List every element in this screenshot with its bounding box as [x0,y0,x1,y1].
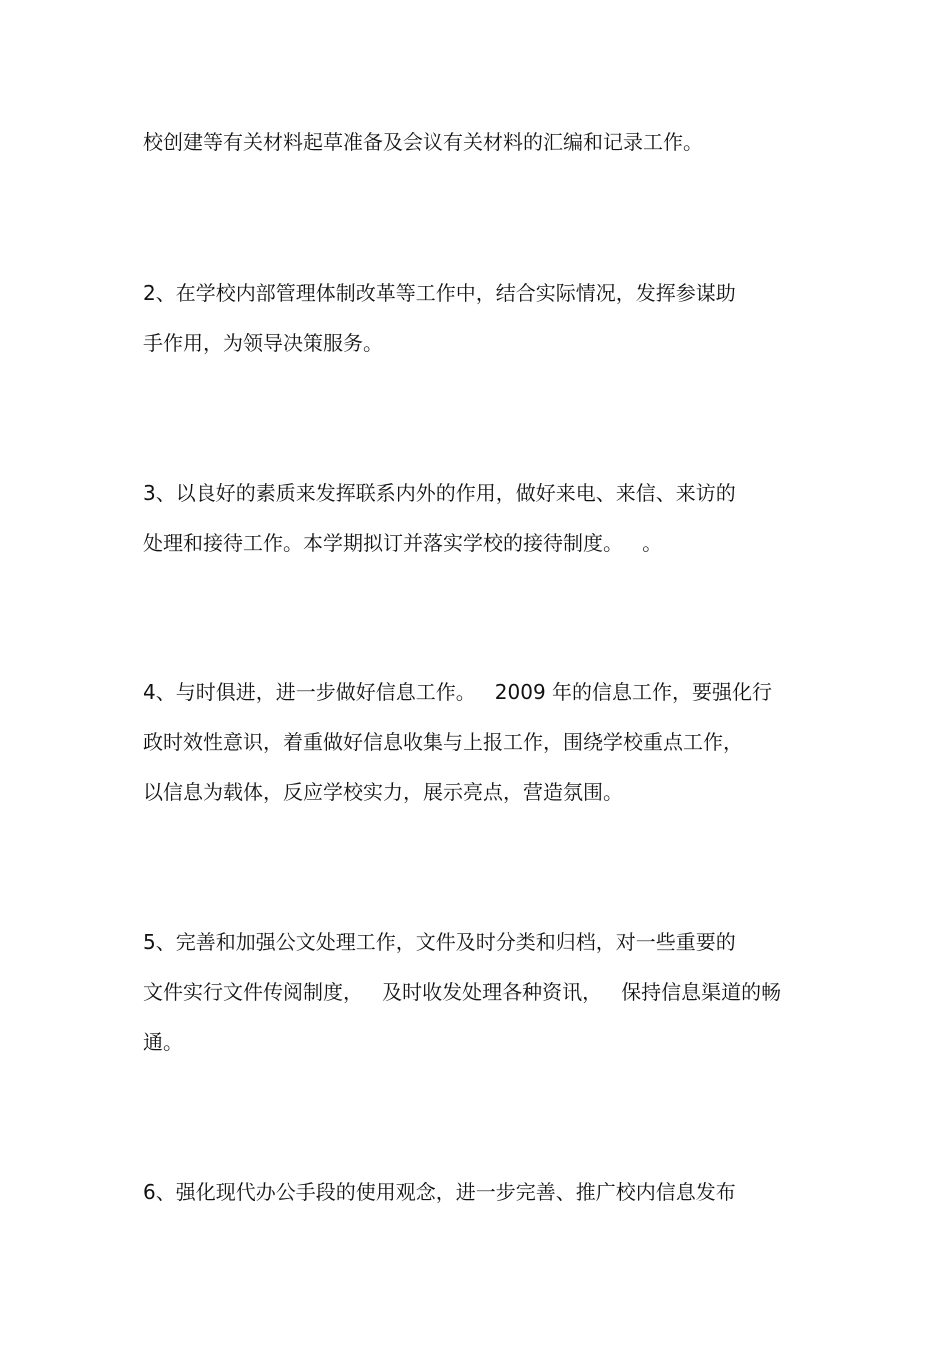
paragraph-6-line-1: 6、强化现代办公手段的使用观念，进一步完善、推广校内信息发布 [143,1180,736,1204]
paragraph-3-line-2: 处理和接待工作。本学期拟订并落实学校的接待制度。 。 [143,531,663,555]
paragraph-4-line-3: 以信息为载体，反应学校实力，展示亮点，营造氛围。 [143,780,623,804]
paragraph-1-line-1: 校创建等有关材料起草准备及会议有关材料的汇编和记录工作。 [143,130,703,154]
paragraph-2-line-2: 手作用，为领导决策服务。 [143,331,383,355]
paragraph-4-line-2: 政时效性意识，着重做好信息收集与上报工作，围绕学校重点工作， [143,730,743,754]
paragraph-2-line-1: 2、在学校内部管理体制改革等工作中，结合实际情况，发挥参谋助 [143,281,736,305]
paragraph-5-line-1: 5、完善和加强公文处理工作，文件及时分类和归档，对一些重要的 [143,930,736,954]
paragraph-3-line-1: 3、以良好的素质来发挥联系内外的作用，做好来电、来信、来访的 [143,481,736,505]
paragraph-5-line-3: 通。 [143,1030,183,1054]
paragraph-5-line-2: 文件实行文件传阅制度， 及时收发处理各种资讯， 保持信息渠道的畅 [143,980,782,1004]
paragraph-4-line-1: 4、与时俱进，进一步做好信息工作。 2009 年的信息工作，要强化行 [143,680,773,704]
